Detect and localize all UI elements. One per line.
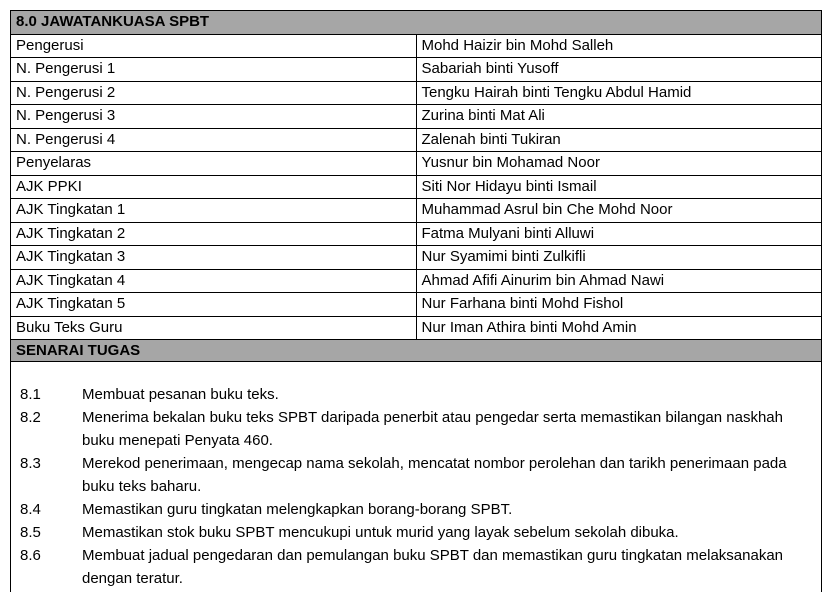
- name-cell: Zalenah binti Tukiran: [416, 128, 822, 152]
- task-text: Menerima bekalan buku teks SPBT daripada penerbit atau pengedar serta memastikan bilangan naskhah buku menepati Penyata 460.: [82, 409, 783, 449]
- table-row: [11, 316, 822, 340]
- table-row: [11, 58, 822, 82]
- table-row: [11, 152, 822, 176]
- task-number: 8.3: [20, 455, 41, 472]
- name-cell: Nur Syamimi binti Zulkifli: [416, 246, 822, 270]
- name-cell: Ahmad Afifi Ainurim bin Ahmad Nawi: [416, 269, 822, 293]
- role-cell: AJK PPKI: [11, 175, 417, 199]
- table-row: [11, 269, 822, 293]
- role-cell: AJK Tingkatan 5: [11, 293, 417, 317]
- role-cell: AJK Tingkatan 4: [11, 269, 417, 293]
- document-page: [10, 10, 822, 592]
- task-text: Memastikan guru tingkatan melengkapkan borang-borang SPBT.: [82, 501, 513, 518]
- table-row: [11, 81, 822, 105]
- committee-header-row: [11, 11, 822, 35]
- name-cell: Mohd Haizir bin Mohd Salleh: [416, 34, 822, 58]
- table-row: [11, 246, 822, 270]
- task-number: 8.1: [20, 386, 41, 403]
- role-cell: N. Pengerusi 2: [11, 81, 417, 105]
- list-item: [20, 521, 821, 544]
- name-cell: Siti Nor Hidayu binti Ismail: [416, 175, 822, 199]
- committee-table: [10, 10, 822, 340]
- table-row: [11, 222, 822, 246]
- name-cell: Nur Farhana binti Mohd Fishol: [416, 293, 822, 317]
- table-row: [11, 34, 822, 58]
- role-cell: N. Pengerusi 1: [11, 58, 417, 82]
- role-cell: Pengerusi: [11, 34, 417, 58]
- name-cell: Nur Iman Athira binti Mohd Amin: [416, 316, 822, 340]
- task-number: 8.4: [20, 501, 41, 518]
- name-cell: Fatma Mulyani binti Alluwi: [416, 222, 822, 246]
- list-item: [20, 544, 821, 590]
- table-row: [11, 105, 822, 129]
- list-item: [20, 498, 821, 521]
- role-cell: AJK Tingkatan 1: [11, 199, 417, 223]
- committee-title: 8.0 JAWATANKUASA SPBT: [11, 11, 822, 35]
- role-cell: N. Pengerusi 4: [11, 128, 417, 152]
- task-number: 8.5: [20, 524, 41, 541]
- role-cell: Buku Teks Guru: [11, 316, 417, 340]
- role-cell: AJK Tingkatan 2: [11, 222, 417, 246]
- table-row: [11, 293, 822, 317]
- task-text: Membuat pesanan buku teks.: [82, 386, 279, 403]
- role-cell: AJK Tingkatan 3: [11, 246, 417, 270]
- task-number: 8.2: [20, 409, 41, 426]
- role-cell: N. Pengerusi 3: [11, 105, 417, 129]
- table-row: [11, 175, 822, 199]
- name-cell: Zurina binti Mat Ali: [416, 105, 822, 129]
- name-cell: Muhammad Asrul bin Che Mohd Noor: [416, 199, 822, 223]
- task-text: Membuat jadual pengedaran dan pemulangan buku SPBT dan memastikan guru tingkatan melaksanakan dengan teratur.: [82, 547, 784, 587]
- task-list: [10, 362, 822, 592]
- tasks-title: SENARAI TUGAS: [10, 340, 822, 362]
- name-cell: Sabariah binti Yusoff: [416, 58, 822, 82]
- name-cell: Yusnur bin Mohamad Noor: [416, 152, 822, 176]
- task-text: Merekod penerimaan, mengecap nama sekolah, mencatat nombor perolehan dan tarikh penerimaan pada buku teks baharu.: [82, 455, 787, 495]
- role-cell: Penyelaras: [11, 152, 417, 176]
- table-row: [11, 199, 822, 223]
- list-item: [20, 406, 821, 452]
- list-item: [20, 383, 821, 406]
- name-cell: Tengku Hairah binti Tengku Abdul Hamid: [416, 81, 822, 105]
- task-number: 8.6: [20, 547, 41, 564]
- table-row: [11, 128, 822, 152]
- task-text: Memastikan stok buku SPBT mencukupi untuk murid yang layak sebelum sekolah dibuka.: [82, 524, 679, 541]
- list-item: [20, 452, 821, 498]
